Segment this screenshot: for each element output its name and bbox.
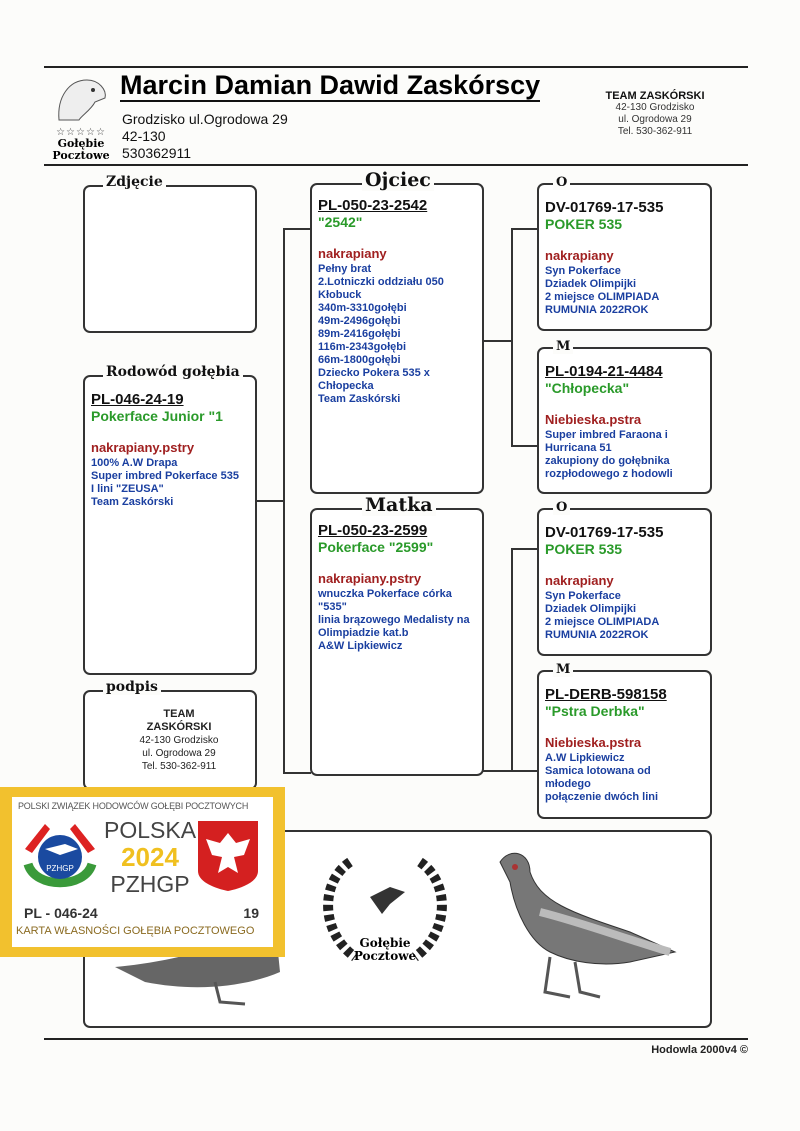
text-line: Team Zaskórski (91, 496, 174, 508)
mf-name: POKER 535 (545, 541, 623, 557)
connector (283, 772, 311, 774)
connector (283, 228, 285, 774)
subject-label: Rodowód gołębia (103, 364, 243, 380)
card-title: KARTA WŁASNOŚCI GOŁĘBIA POCZTOWEGO (16, 925, 255, 937)
signature-line: Tel. 530-362-911 (141, 761, 217, 772)
text-line: 66m-1800gołębi (318, 354, 401, 366)
text-line: zakupiony do gołębnika (545, 455, 670, 467)
address: Grodzisko ul.Ogrodowa 29 (122, 111, 288, 127)
mm-color: Niebieska.pstra (545, 735, 642, 750)
footer-rule (44, 1038, 748, 1040)
subject-box (83, 364, 257, 675)
mother-ring: PL-050-23-2599 (318, 522, 428, 539)
maternal-grandfather-box (537, 500, 712, 656)
text-line: I lini "ZEUSA" (91, 483, 164, 495)
text-line: Chłopecka (318, 380, 374, 392)
ff-color: nakrapiany (545, 248, 614, 263)
text-line: Syn Pokerface (545, 590, 621, 602)
text-line: Pełny brat (318, 263, 372, 275)
text-line: linia brązowego Medalisty na (318, 614, 470, 626)
connector (511, 228, 538, 230)
text-line: połączenie dwóch lini (545, 791, 659, 803)
connector (483, 770, 512, 772)
card-year: 2024 (121, 842, 179, 872)
team-line: 42-130 Grodzisko (615, 102, 695, 113)
mother-color: nakrapiany.pstry (318, 571, 422, 586)
father-name: "2542" (318, 214, 363, 230)
emblem-text: Pocztowe (353, 949, 417, 963)
connector (256, 500, 284, 502)
header-logo (46, 72, 116, 162)
text-line: Samica lotowana od (545, 765, 651, 777)
fm-ring: PL-0194-21-4484 (545, 363, 663, 380)
connector (511, 548, 513, 772)
team-block (600, 90, 710, 138)
connector (283, 228, 311, 230)
mother-desc (318, 588, 476, 653)
text-line: A.W Lipkiewicz (545, 752, 625, 764)
text-line: Super imbred Faraona i (545, 429, 668, 441)
ff-label: O (553, 175, 570, 190)
connector (483, 340, 512, 342)
text-line: 89m-2416gołębi (318, 328, 401, 340)
text-line: 2.Lotniczki oddziału 050 (318, 276, 444, 288)
mother-name: Pokerface "2599" (318, 539, 434, 555)
card-ring: PL - 046-24 (24, 905, 98, 921)
card-number: 19 (243, 905, 259, 921)
maternal-grandmother-box (537, 662, 712, 819)
fm-color: Niebieska.pstra (545, 412, 642, 427)
emblem (310, 842, 460, 1012)
mf-color: nakrapiany (545, 573, 614, 588)
text-line: Hurricana 51 (545, 442, 612, 454)
pigeon-photo-icon (480, 842, 680, 1012)
text-line: Dziadek Olimpijki (545, 278, 637, 290)
fm-label: M (553, 339, 573, 354)
mm-label: M (553, 662, 573, 677)
text-line: Dziecko Pokera 535 x (318, 367, 430, 379)
text-line: Olimpiadzie kat.b (318, 627, 409, 639)
team-line: ul. Ogrodowa 29 (618, 114, 692, 125)
team-line: Tel. 530-362-911 (617, 126, 693, 137)
mf-desc (545, 590, 704, 642)
text-line: młodego (545, 778, 591, 790)
signature-line: ul. Ogrodowa 29 (142, 748, 216, 759)
footer-text: Hodowla 2000v4 © (651, 1044, 748, 1056)
subject-color: nakrapiany.pstry (91, 440, 195, 455)
ff-ring: DV-01769-17-535 (545, 199, 664, 216)
subject-desc (91, 457, 249, 509)
header-top-rule (44, 66, 748, 68)
mm-ring: PL-DERB-598158 (545, 686, 667, 703)
photo-box (83, 174, 257, 333)
mother-box (310, 494, 484, 776)
breeder-contact (122, 111, 288, 162)
father-box (310, 169, 484, 494)
text-line: 2 miejsce OLIMPIADA (545, 291, 660, 303)
text-line: Dziadek Olimpijki (545, 603, 637, 615)
text-line: 100% A.W Drapa (91, 457, 178, 469)
text-line: RUMUNIA 2022ROK (545, 629, 649, 641)
card-org: POLSKI ZWIĄZEK HODOWCÓW GOŁĘBI POCZTOWYCH (18, 801, 249, 811)
pzhgp-logo-text: PZHGP (46, 864, 74, 873)
father-color: nakrapiany (318, 246, 387, 261)
connector (511, 228, 513, 446)
subject-ring: PL-046-24-19 (91, 391, 184, 408)
text-line: 2 miejsce OLIMPIADA (545, 616, 660, 628)
header-bottom-rule (44, 164, 748, 166)
subject-name: Pokerface Junior "1 (91, 408, 223, 424)
pigeon-head-icon (51, 72, 111, 122)
pzhgp-logo-icon (20, 819, 100, 894)
text-line: Syn Pokerface (545, 265, 621, 277)
fm-name: "Chłopecka" (545, 380, 630, 396)
signature-label: podpis (103, 679, 161, 695)
paternal-grandmother-box (537, 339, 712, 494)
logo-text: Gołębie (57, 137, 105, 150)
text-line: 116m-2343gołębi (318, 341, 407, 353)
signature-title: TEAM ZASKÓRSKI (146, 708, 212, 733)
text-line: 340m-3310gołębi (318, 302, 407, 314)
mm-name: "Pstra Derbka" (545, 703, 645, 719)
phone: 530362911 (122, 145, 192, 161)
postal-code: 42-130 (122, 128, 166, 144)
mm-desc (545, 752, 704, 804)
text-line: rozpłodowego z hodowli (545, 468, 673, 480)
team-title: TEAM ZASKÓRSKI (605, 90, 705, 102)
connector (511, 445, 538, 447)
photo-label: Zdjęcie (103, 174, 166, 190)
ff-desc (545, 265, 704, 317)
text-line: A&W Lipkiewicz (318, 640, 403, 652)
ff-name: POKER 535 (545, 216, 623, 232)
father-label: Ojciec (362, 169, 434, 191)
ownership-card (0, 787, 285, 957)
mf-ring: DV-01769-17-535 (545, 524, 664, 541)
signature-box (83, 679, 257, 790)
mf-label: O (553, 500, 570, 515)
logo-text: Pocztowe (52, 149, 110, 162)
stars-icon: ☆☆☆☆☆ (56, 127, 106, 138)
father-ring: PL-050-23-2542 (318, 197, 428, 214)
text-line: Super imbred Pokerface 535 (91, 470, 239, 482)
card-country: POLSKA (104, 817, 197, 843)
text-line: Team Zaskórski (318, 393, 401, 405)
polish-eagle-emblem-icon (198, 821, 258, 891)
connector (511, 770, 538, 772)
card-abbr: PZHGP (110, 871, 190, 897)
text-line: "535" (318, 601, 347, 613)
connector (511, 548, 538, 550)
fm-desc (545, 429, 704, 481)
paternal-grandfather-box (537, 175, 712, 331)
text-line: RUMUNIA 2022ROK (545, 304, 649, 316)
breeder-name: Marcin Damian Dawid Zaskórscy (120, 70, 541, 100)
emblem-text: Gołębie (359, 936, 411, 950)
text-line: wnuczka Pokerface córka (318, 588, 452, 600)
father-desc (318, 263, 476, 406)
text-line: 49m-2496gołębi (318, 315, 401, 327)
text-line: Kłobuck (318, 289, 362, 301)
signature-line: 42-130 Grodzisko (139, 735, 219, 746)
mother-label: Matka (362, 494, 436, 516)
